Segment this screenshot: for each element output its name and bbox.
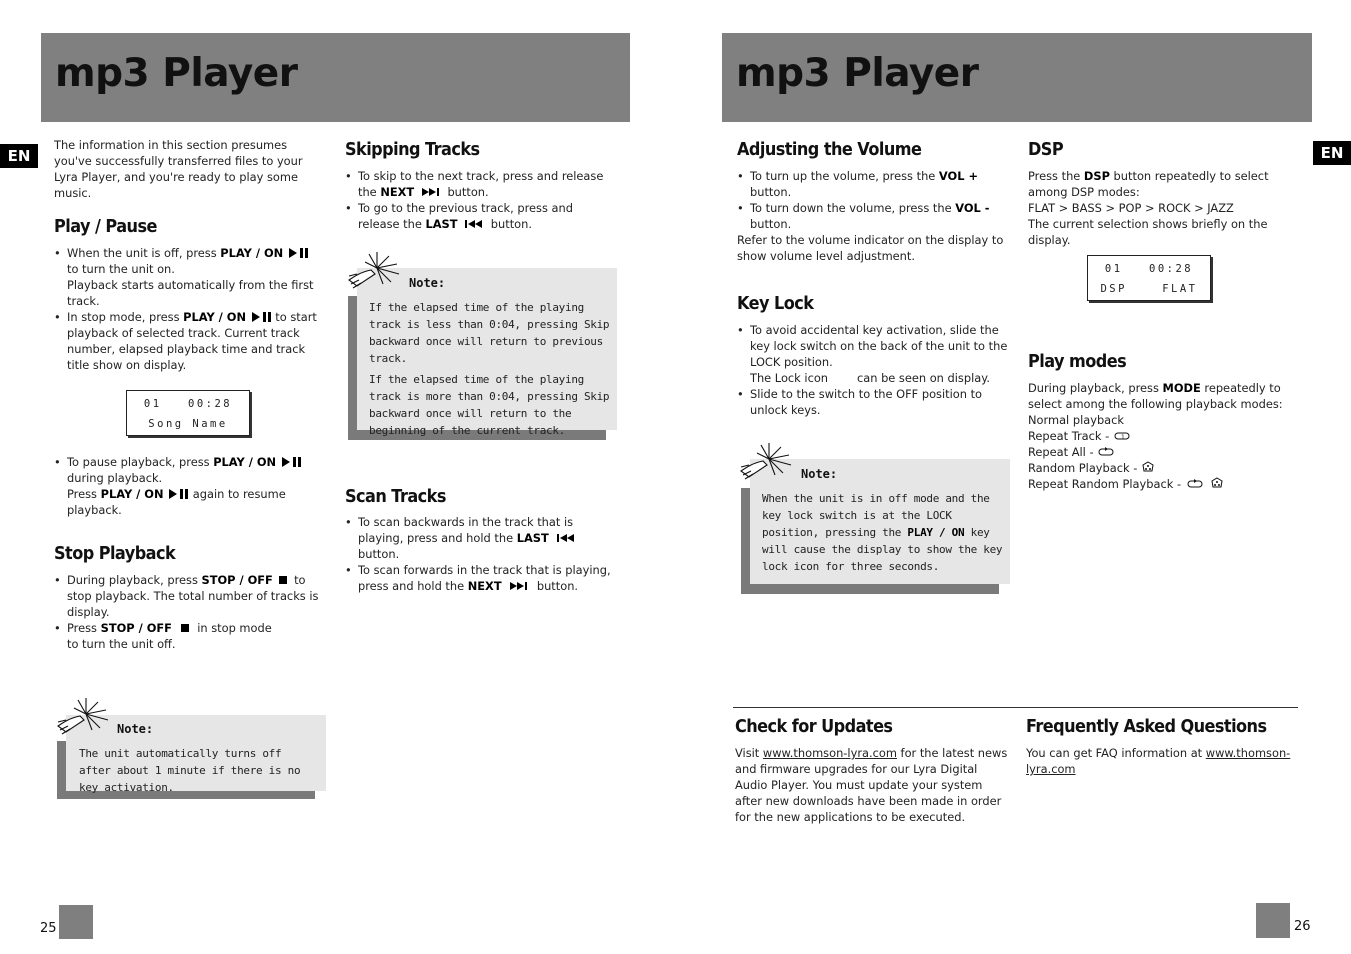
text: during playback. — [67, 471, 163, 485]
random-icon — [1208, 477, 1224, 489]
updates-section — [735, 745, 1010, 825]
text: to turn the unit off. — [67, 637, 176, 651]
stop-icon — [276, 575, 290, 585]
note-label: Note: — [801, 467, 838, 481]
mode-repeat-all — [1028, 444, 1304, 460]
svg-text:1: 1 — [1120, 434, 1125, 441]
next-track-icon — [418, 187, 444, 197]
right-page-title: mp3 Player — [736, 51, 979, 96]
skipping-tracks-heading: Skipping Tracks — [345, 140, 480, 160]
text: During playback, press — [67, 573, 202, 587]
text: button. — [358, 547, 400, 561]
play-pause-icon — [167, 489, 189, 499]
dsp-modes: FLAT > BASS > POP > ROCK > JAZZ — [1028, 201, 1234, 215]
mode-repeat-random — [1028, 476, 1304, 492]
note-label: Note: — [117, 722, 154, 736]
volume-section — [737, 168, 1009, 264]
page-number-right: 26 — [1294, 919, 1311, 934]
play-modes-heading: Play modes — [1028, 352, 1127, 372]
key-label: VOL - — [955, 201, 990, 215]
list-item — [737, 322, 1011, 386]
text: key will cause the display to show the key lock icon for three seconds. — [762, 526, 1003, 573]
play-pause-section — [54, 245, 320, 373]
text: Random Playback - — [1028, 461, 1138, 475]
key-label: PLAY / ON — [907, 526, 965, 539]
play-modes-intro — [1028, 380, 1304, 412]
text: To scan forwards in the track that is playing, press and hold the — [358, 563, 611, 593]
website-link[interactable]: www.thomson-lyra.com — [762, 746, 897, 760]
list-item — [54, 454, 320, 518]
key-label: STOP / OFF — [100, 621, 172, 635]
last-track-icon — [461, 219, 487, 229]
mode-repeat-track — [1028, 428, 1304, 444]
text: button. — [750, 185, 792, 199]
note-label: Note: — [409, 276, 446, 290]
text: Press the — [1028, 169, 1084, 183]
left-title-band — [41, 33, 630, 122]
key-label: NEXT — [467, 579, 502, 593]
note-paragraph: If the elapsed time of the playing track is more than 0:04, pressing Skip backward once will return to the beginning of the current track. — [369, 373, 610, 437]
skipping-section — [345, 168, 617, 232]
key-label: PLAY / ON — [220, 246, 284, 260]
text: button. — [447, 185, 489, 199]
right-title-band — [722, 33, 1312, 122]
play-pause-icon — [250, 312, 272, 322]
text: You can get FAQ information at — [1026, 746, 1206, 760]
display-line: 01 00:28 — [1104, 263, 1194, 275]
text: in stop mode — [197, 621, 272, 635]
text: to stop playback. The total number of tracks is display. — [67, 573, 319, 619]
stop-section — [54, 572, 320, 652]
list-item — [345, 168, 617, 200]
note-paragraph: If the elapsed time of the playing track is less than 0:04, pressing Skip backward once will return to previous track. — [369, 301, 610, 365]
intro-text — [54, 137, 319, 201]
text: To skip to the next track, press and release the — [358, 169, 604, 199]
list-item — [345, 514, 617, 562]
list-item — [54, 245, 320, 309]
text: Repeat All - — [1028, 445, 1094, 459]
intro-paragraph: The information in this section presumes you've successfully transferred files to your Lyra Player, and you're ready to play some music. — [54, 138, 303, 200]
list-item — [737, 200, 1009, 232]
volume-heading: Adjusting the Volume — [737, 140, 922, 160]
text: To turn up the volume, press the — [750, 169, 939, 183]
text: Press — [67, 487, 101, 501]
text: button repeatedly to select among DSP modes: — [1028, 169, 1269, 199]
page-number-left: 25 — [40, 921, 57, 936]
note-hand-icon — [345, 250, 407, 294]
key-label: STOP / OFF — [201, 573, 273, 587]
dsp-text — [1028, 168, 1304, 200]
text: button. — [536, 579, 579, 593]
text: Repeat Random Playback - — [1028, 477, 1182, 491]
scan-tracks-heading: Scan Tracks — [345, 487, 446, 507]
display-line: 01 00:28 — [143, 398, 233, 410]
text: To scan backwards in the track that is playing, press and hold the — [358, 515, 574, 545]
repeat-all-icon — [1185, 479, 1205, 489]
text: To avoid accidental key activation, slide the key lock switch on the back of the unit to the LOCK position. — [750, 323, 1008, 369]
mode-normal: Normal playback — [1028, 413, 1125, 427]
page-marker-left — [59, 905, 93, 939]
list-item — [737, 168, 1009, 200]
list-item — [345, 200, 617, 232]
key-lock-heading: Key Lock — [737, 294, 814, 314]
note-text: The unit automatically turns off after about 1 minute if there is no key activation. — [79, 747, 301, 794]
key-label: DSP — [1083, 169, 1110, 183]
right-language-tag: EN — [1313, 141, 1351, 165]
text: To go to the previous track, press and release the — [358, 201, 573, 231]
text: Playback starts automatically from the first track. — [67, 278, 314, 308]
last-track-icon — [552, 533, 580, 543]
text: To turn down the volume, press the — [750, 201, 956, 215]
next-track-icon — [505, 581, 533, 591]
faq-heading: Frequently Asked Questions — [1026, 717, 1267, 737]
note-hand-icon — [54, 696, 116, 740]
left-language-tag: EN — [0, 144, 38, 168]
faq-section — [1026, 745, 1294, 777]
key-label: LAST — [516, 531, 549, 545]
section-divider — [733, 707, 1298, 708]
stop-playback-heading: Stop Playback — [54, 544, 176, 564]
text: Press — [67, 621, 101, 635]
text: During playback, press — [1028, 381, 1163, 395]
list-item — [54, 620, 320, 652]
text: The Lock icon can be seen on display. — [750, 371, 990, 385]
key-label: PLAY / ON — [213, 455, 277, 469]
random-icon — [1141, 461, 1155, 473]
list-item — [54, 572, 320, 620]
key-label: NEXT — [380, 185, 415, 199]
volume-note: Refer to the volume indicator on the display to show volume level adjustment. — [737, 233, 1004, 263]
dsp-display — [1087, 255, 1211, 301]
updates-text — [735, 745, 1010, 825]
key-lock-section — [737, 322, 1011, 418]
text: button. — [490, 217, 532, 231]
text: In stop mode, press — [67, 310, 184, 324]
text: to turn the unit on. — [67, 262, 175, 276]
repeat-all-icon — [1097, 447, 1115, 457]
text: for the latest news and firmware upgrades for our Lyra Digital Audio Player. You must update your system after new downloads have been made in order for the new applications to be executed. — [735, 746, 1008, 824]
text: Slide to the switch to the OFF position to unlock keys. — [750, 387, 983, 417]
key-label: MODE — [1162, 381, 1201, 395]
key-label: PLAY / ON — [100, 487, 164, 501]
note-text — [369, 299, 611, 439]
faq-link[interactable]: www.thomson-lyra.com — [1026, 746, 1291, 776]
song-display — [126, 390, 250, 436]
text: When the unit is in off mode and the key lock switch is at the LOCK position, pressing the — [762, 492, 990, 539]
note-text — [762, 490, 1004, 575]
text: To pause playback, press — [67, 455, 214, 469]
repeat-one-icon — [1113, 431, 1131, 441]
play-pause-icon — [280, 457, 302, 467]
text: Repeat Track - — [1028, 429, 1110, 443]
display-line: Song Name — [148, 418, 228, 430]
key-label: PLAY / ON — [183, 310, 247, 324]
display-line: DSP FLAT — [1100, 283, 1198, 295]
play-pause-icon — [287, 248, 309, 258]
scan-section — [345, 514, 617, 594]
key-label: VOL + — [938, 169, 978, 183]
pause-section — [54, 454, 320, 518]
left-page-title: mp3 Player — [55, 51, 298, 96]
updates-heading: Check for Updates — [735, 717, 893, 737]
page-marker-right — [1256, 903, 1290, 938]
dsp-section — [1028, 168, 1304, 248]
text: again to resume playback. — [67, 487, 286, 517]
list-item — [54, 309, 320, 373]
key-label: LAST — [425, 217, 458, 231]
list-item — [737, 386, 1011, 418]
text: to start playback of selected track. Current track number, elapsed playback time and track title show on display. — [67, 310, 317, 372]
dsp-heading: DSP — [1028, 140, 1064, 160]
text: Visit — [735, 746, 763, 760]
dsp-after: The current selection shows briefly on the display. — [1028, 217, 1268, 247]
text: When the unit is off, press — [67, 246, 221, 260]
play-modes-section — [1028, 380, 1304, 492]
list-item — [345, 562, 617, 594]
stop-icon — [176, 623, 194, 633]
play-pause-heading: Play / Pause — [54, 217, 157, 237]
text: repeatedly to select among the following playback modes: — [1028, 381, 1283, 411]
faq-text — [1026, 745, 1294, 777]
text: button. — [750, 217, 792, 231]
note-hand-icon — [737, 441, 799, 485]
mode-random — [1028, 460, 1304, 476]
